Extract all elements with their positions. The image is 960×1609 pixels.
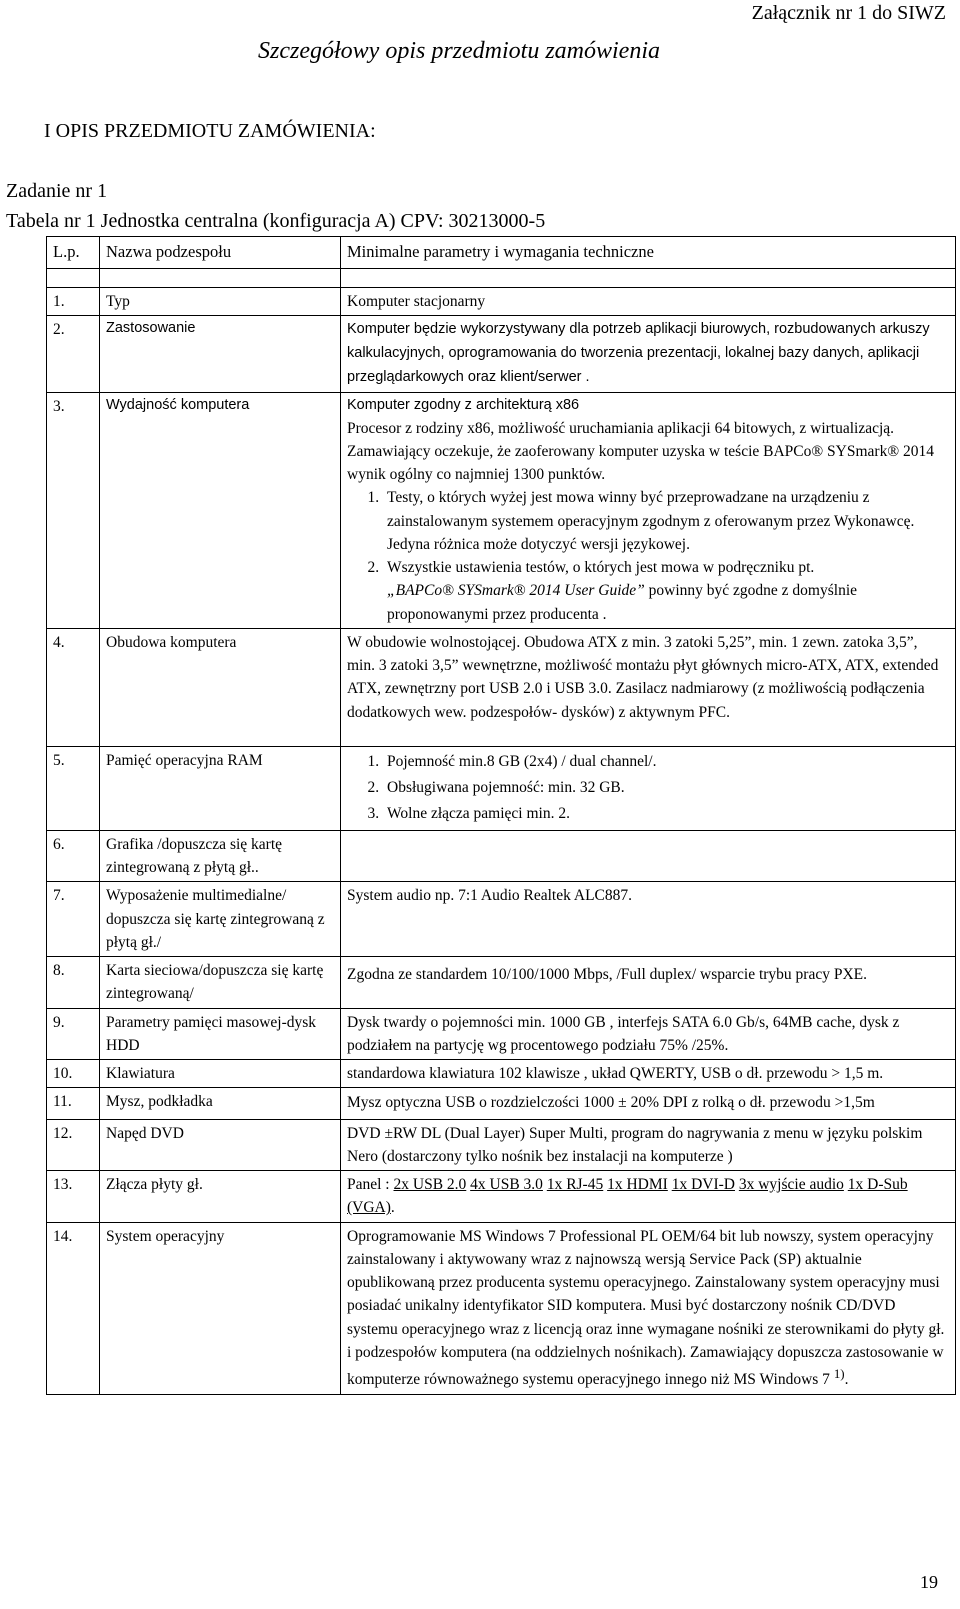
component-name: Klawiatura (100, 1060, 341, 1088)
row-number: 12. (47, 1119, 100, 1171)
requirement-text: Mysz optyczna USB o rozdzielczości 1000 ± 20% DPI z rolką o dł. przewodu >1,5m (341, 1088, 956, 1119)
component-name: Parametry pamięci masowej-dysk HDD (100, 1008, 341, 1060)
component-name: Pamięć operacyjna RAM (100, 746, 341, 830)
table-row (47, 1171, 956, 1223)
column-header-name: Nazwa podzespołu (100, 237, 341, 269)
specification-table (46, 236, 956, 1395)
list-item (383, 556, 949, 626)
requirement-text: System audio np. 7:1 Audio Realtek ALC887. (341, 882, 956, 957)
page-number: 19 (920, 1572, 938, 1592)
port-item: 1x D-Sub (VGA) (347, 1176, 908, 1217)
attachment-label: Załącznik nr 1 do SIWZ (751, 2, 946, 24)
requirement-end: . (844, 1371, 849, 1389)
panel-prefix: Panel : (347, 1176, 394, 1194)
requirement-cell (341, 1171, 956, 1223)
table-row (47, 882, 956, 957)
requirement-text: Zgodna ze standardem 10/100/1000 Mbps, /Full duplex/ wsparcie trybu pracy PXE. (341, 957, 956, 1009)
document-title: Szczegółowy opis przedmiotu zamówienia (258, 38, 660, 64)
component-name: Typ (100, 287, 341, 315)
requirement-cell (341, 1222, 956, 1394)
row-number: 5. (47, 746, 100, 830)
row-number: 14. (47, 1222, 100, 1394)
task-heading: Zadanie nr 1 (6, 180, 108, 202)
component-name: Wyposażenie multimedialne/ dopuszcza się kartę zintegrowaną z płytą gł./ (100, 882, 341, 957)
table-header-row (47, 237, 956, 269)
component-name: Złącza płyty gł. (100, 1171, 341, 1223)
table-title: Tabela nr 1 Jednostka centralna (konfiguracja A) CPV: 30213000-5 (6, 210, 546, 232)
port-item: 3x wyjście audio (738, 1176, 844, 1194)
row-number: 7. (47, 882, 100, 957)
requirement-list (347, 486, 949, 626)
list-item: 1. Pojemność min.8 GB (2x4) / dual channel/. (383, 749, 949, 775)
requirement-list (347, 749, 949, 828)
component-name: Obudowa komputera (100, 628, 341, 746)
table-row (47, 957, 956, 1009)
row-number: 10. (47, 1060, 100, 1088)
table-row (47, 1222, 956, 1394)
list-item: 1. Testy, o których wyżej jest mowa winny być przeprowadzane na urządzeniu z zainstalowanym systemem operacyjnym zgodnym z oferowanym przez Wykonawcę. Jedyna różnica może dotyczyć wersji językowej. (383, 486, 949, 556)
guide-rest: powinny być zgodne z domyślnie proponowanymi przez producenta . (387, 582, 858, 623)
component-name: Zastosowanie (100, 316, 341, 393)
table-row (47, 1060, 956, 1088)
port-item: 2x USB 2.0 (393, 1176, 467, 1194)
port-item: 1x HDMI (607, 1176, 668, 1194)
requirement-text: standardowa klawiatura 102 klawisze , układ QWERTY, USB o dł. przewodu > 1,5 m. (341, 1060, 956, 1088)
port-item: 4x USB 3.0 (470, 1176, 543, 1194)
requirement-text: Oprogramowanie MS Windows 7 Professional PL OEM/64 bit lub nowszy, system operacyjny zainstalowany i aktywowany wraz z najnowszą wersją Service Pack (SP) aktualnie opublikowaną przez producenta systemu operacyjnego. Zainstalowany system operacyjny musi posiadać unikalny identyfikator SID komputera. Musi być dostarczony nośnik CD/DVD systemu operacyjnego wraz z licencją oraz inne wymagane nośniki ze sterownikami do płyty gł. i podzespołów komputera (na oddzielnych nośnikach). Zamawiający dopuszcza zastosowanie w komputerze równoważnego systemu operacyjnego innego niż MS Windows 7 (347, 1227, 945, 1389)
row-number: 1. (47, 287, 100, 315)
row-number: 11. (47, 1088, 100, 1119)
row-number: 3. (47, 392, 100, 628)
table-row (47, 746, 956, 830)
row-number: 6. (47, 830, 100, 882)
row-number: 4. (47, 628, 100, 746)
table-spacer-row (47, 268, 956, 287)
list-item-text: Wszystkie ustawienia testów, o których jest mowa w podręczniku pt. (387, 559, 815, 577)
table-row (47, 316, 956, 393)
requirement-text (341, 830, 956, 882)
component-name: Napęd DVD (100, 1119, 341, 1171)
requirement-cell (341, 746, 956, 830)
row-number: 9. (47, 1008, 100, 1060)
table-row (47, 830, 956, 882)
port-item: 1x DVI-D (671, 1176, 735, 1194)
component-name: Grafika /dopuszcza się kartę zintegrowaną z płytą gł.. (100, 830, 341, 882)
table-row (47, 628, 956, 746)
port-item: 1x RJ-45 (546, 1176, 604, 1194)
requirement-cell (341, 392, 956, 628)
requirement-line: Komputer zgodny z architekturą x86 (347, 396, 580, 413)
column-header-params: Minimalne parametry i wymagania techniczne (341, 237, 956, 269)
component-name: Wydajność komputera (100, 392, 341, 628)
table-row (47, 392, 956, 628)
requirement-text: Procesor z rodziny x86, możliwość uruchamiania aplikacji 64 bitowych, z wirtualizacją. Zamawiający oczekuje, że zaoferowany komputer uzyska w teście BAPCo® SYSmark® 2014 wynik ogólny co najmniej 1300 punktów. (347, 419, 934, 484)
list-item: 3. Wolne złącza pamięci min. 2. (383, 801, 949, 827)
panel-suffix: . (390, 1199, 395, 1217)
row-number: 2. (47, 316, 100, 393)
requirement-text: DVD ±RW DL (Dual Layer) Super Multi, program do nagrywania z menu w języku polskim Nero (dostarczony tylko nośnik bez instalacji na komputerze ) (341, 1119, 956, 1171)
table-row (47, 1119, 956, 1171)
list-item: 2. Obsługiwana pojemność: min. 32 GB. (383, 775, 949, 801)
table-row (47, 1088, 956, 1119)
section-heading: I OPIS PRZEDMIOTU ZAMÓWIENIA: (44, 120, 376, 142)
component-name: Mysz, podkładka (100, 1088, 341, 1119)
table-row (47, 1008, 956, 1060)
column-header-lp: L.p. (47, 237, 100, 269)
requirement-text: Komputer będzie wykorzystywany dla potrzeb aplikacji biurowych, rozbudowanych arkuszy kalkulacyjnych, oprogramowania do tworzenia prezentacji, lokalnej bazy danych, aplikacji przeglądarkowych oraz klient/serwer . (341, 316, 956, 393)
footnote-marker: 1) (833, 1366, 845, 1382)
requirement-text: Komputer stacjonarny (341, 287, 956, 315)
requirement-text: W obudowie wolnostojącej. Obudowa ATX z min. 3 zatoki 5,25”, min. 1 zewn. zatoka 3,5”, min. 3 zatoki 3,5” wewnętrzne, możliwość montażu płyt głównych micro-ATX, ATX, extended ATX, zewnętrzny port USB 2.0 i USB 3.0. Zasilacz nadmiarowy (z możliwością podłączenia dodatkowych wew. podzespołów- dysków) z aktywnym PFC. (341, 628, 956, 746)
component-name: System operacyjny (100, 1222, 341, 1394)
component-name: Karta sieciowa/dopuszcza się kartę zintegrowaną/ (100, 957, 341, 1009)
guide-title: „BAPCo® SYSmark® 2014 User Guide” (387, 582, 645, 600)
requirement-text: Dysk twardy o pojemności min. 1000 GB , interfejs SATA 6.0 Gb/s, 64MB cache, dysk z podziałem na partycję wg procentowego podziału 75% /25%. (341, 1008, 956, 1060)
table-row (47, 287, 956, 315)
row-number: 13. (47, 1171, 100, 1223)
row-number: 8. (47, 957, 100, 1009)
